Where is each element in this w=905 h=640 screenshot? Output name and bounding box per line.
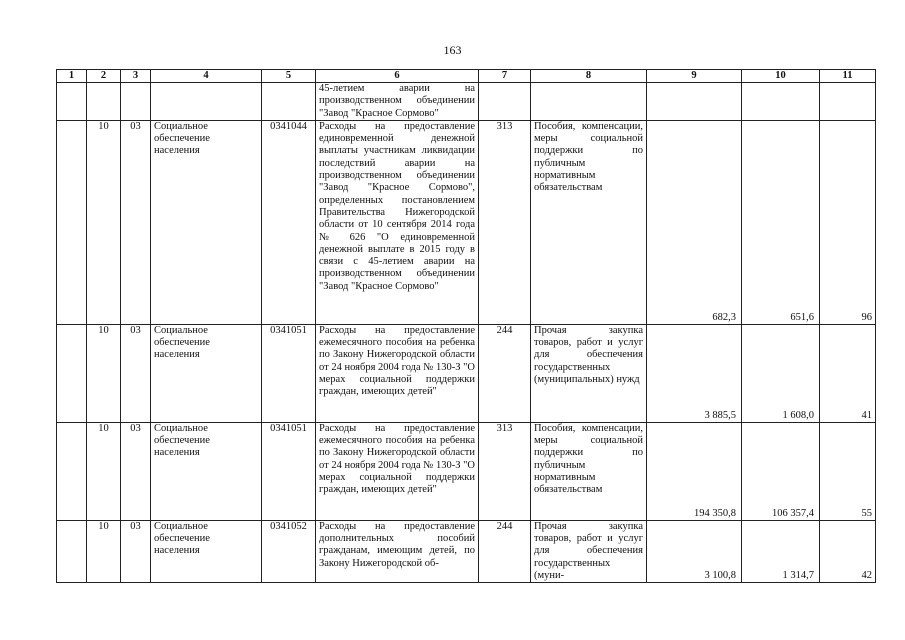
amount-actual-cell: 651,6 — [742, 120, 820, 324]
target-article-name-cell: Расходы на предоставление дополнительных пособий гражданам, имеющим детей, по Закону Нижегородской об- — [316, 520, 479, 582]
section-code-cell: 10 — [87, 120, 121, 324]
section-code-cell: 10 — [87, 422, 121, 520]
amount-plan-cell: 3 100,8 — [647, 520, 742, 582]
expense-type-code-cell: 313 — [479, 422, 531, 520]
header-cell: 6 — [316, 70, 479, 83]
header-cell: 9 — [647, 70, 742, 83]
target-article-name-cell: Расходы на предоставление ежемесячного пособия на ребенка по Закону Нижегородской области от 24 ноября 2004 года № 130-З "О мерах социальной поддержки граждан, имеющих детей" — [316, 422, 479, 520]
header-cell: 7 — [479, 70, 531, 83]
row-number-cell — [57, 520, 87, 582]
table-row — [57, 120, 876, 324]
amount-actual-cell — [742, 83, 820, 121]
expense-type-code-cell — [479, 83, 531, 121]
target-article-name-cell: Расходы на предоставление ежемесячного пособия на ребенка по Закону Нижегородской области от 24 ноября 2004 года № 130-З "О мерах социальной поддержки граждан, имеющих детей" — [316, 324, 479, 422]
table-row — [57, 520, 876, 582]
expense-type-code-cell: 244 — [479, 520, 531, 582]
table-row — [57, 324, 876, 422]
target-article-cell — [262, 83, 316, 121]
table-row — [57, 422, 876, 520]
section-code-cell — [87, 83, 121, 121]
expense-type-code-cell: 244 — [479, 324, 531, 422]
subsection-code-cell: 03 — [121, 520, 151, 582]
expense-type-name-cell: Прочая закупка товаров, работ и услуг для обеспечения государственных (муниципальных) нужд — [531, 324, 647, 422]
amount-plan-cell: 3 885,5 — [647, 324, 742, 422]
header-cell: 10 — [742, 70, 820, 83]
expense-type-name-cell: Прочая закупка товаров, работ и услуг для обеспечения государственных (муни- — [531, 520, 647, 582]
target-article-cell: 0341051 — [262, 422, 316, 520]
page-number: 163 — [443, 43, 462, 57]
target-article-cell: 0341052 — [262, 520, 316, 582]
header-cell: 11 — [820, 70, 876, 83]
subsection-name-cell: Социальное обеспечение населения — [151, 324, 262, 422]
amount-plan-cell — [647, 83, 742, 121]
target-article-name-cell: 45-летием аварии на производственном объединении "Завод "Красное Сормово" — [316, 83, 479, 121]
percent-cell — [820, 83, 876, 121]
subsection-name-cell: Социальное обеспечение населения — [151, 520, 262, 582]
percent-cell: 41 — [820, 324, 876, 422]
header-cell: 2 — [87, 70, 121, 83]
table-row — [57, 83, 876, 121]
amount-actual-cell: 1 608,0 — [742, 324, 820, 422]
section-code-cell: 10 — [87, 324, 121, 422]
header-row — [57, 70, 876, 83]
amount-actual-cell: 1 314,7 — [742, 520, 820, 582]
subsection-name-cell: Социальное обеспечение населения — [151, 422, 262, 520]
amount-actual-cell: 106 357,4 — [742, 422, 820, 520]
target-article-cell: 0341051 — [262, 324, 316, 422]
percent-cell: 42 — [820, 520, 876, 582]
row-number-cell — [57, 324, 87, 422]
subsection-code-cell — [121, 83, 151, 121]
subsection-name-cell: Социальное обеспечение населения — [151, 120, 262, 324]
expense-type-name-cell: Пособия, компенсации, меры социальной поддержки по публичным нормативным обязательствам — [531, 120, 647, 324]
amount-plan-cell: 194 350,8 — [647, 422, 742, 520]
expense-type-name-cell — [531, 83, 647, 121]
subsection-code-cell: 03 — [121, 120, 151, 324]
row-number-cell — [57, 422, 87, 520]
section-code-cell: 10 — [87, 520, 121, 582]
header-cell: 5 — [262, 70, 316, 83]
budget-table — [56, 69, 876, 583]
amount-plan-cell: 682,3 — [647, 120, 742, 324]
header-cell: 8 — [531, 70, 647, 83]
row-number-cell — [57, 120, 87, 324]
subsection-name-cell — [151, 83, 262, 121]
subsection-code-cell: 03 — [121, 324, 151, 422]
header-cell: 3 — [121, 70, 151, 83]
expense-type-code-cell: 313 — [479, 120, 531, 324]
percent-cell: 96 — [820, 120, 876, 324]
row-number-cell — [57, 83, 87, 121]
expense-type-name-cell: Пособия, компенсации, меры социальной поддержки по публичным нормативным обязательствам — [531, 422, 647, 520]
header-cell: 4 — [151, 70, 262, 83]
target-article-name-cell: Расходы на предоставление единовременной денежной выплаты участникам ликвидации последствий аварии на производственном объединении "Завод "Красное Сормово", определенных постановлением Правительства Нижегородской области от 10 сентября 2014 года № 626 "О единовременной денежной выплате в 2015 году в связи с 45-летием аварии на производственном объединении "Завод "Красное Сормово" — [316, 120, 479, 324]
header-cell: 1 — [57, 70, 87, 83]
percent-cell: 55 — [820, 422, 876, 520]
target-article-cell: 0341044 — [262, 120, 316, 324]
subsection-code-cell: 03 — [121, 422, 151, 520]
